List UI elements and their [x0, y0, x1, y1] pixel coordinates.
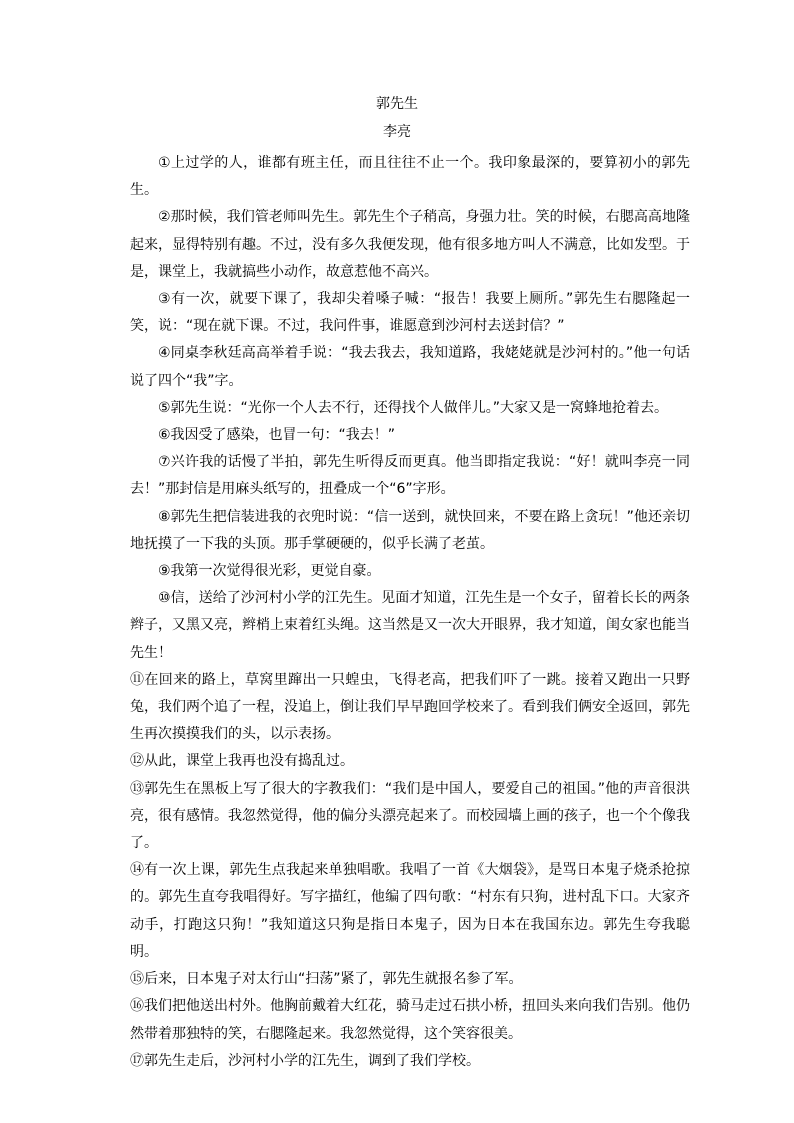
paragraph-13: ⑬郭先生在黑板上写了很大的字教我们：“我们是中国人，要爱自己的祖国。”他的声音很洪亮，很有感情。我忽然觉得，他的偏分头漂亮起来了。而校园墙上画的孩子，也一个个像我了。 [130, 780, 690, 852]
paragraph-17: ⑰郭先生走后，沙河村小学的江先生，调到了我们学校。 [130, 1052, 480, 1069]
paragraph-12: ⑫从此，课堂上我再也没有捣乱过。 [130, 753, 354, 770]
paragraph-2: ②那时候，我们管老师叫先生。郭先生个子稍高，身强力壮。笑的时候，右腮高高地隆起来，显得特别有趣。不过，没有多久我便发现，他有很多地方叫人不满意，比如发型。于是，课堂上，我就搞些小动作，故意惹他不高兴。 [130, 209, 690, 280]
paragraph-10: ⑩信，送给了沙河村小学的江先生。见面才知道，江先生是一个女子，留着长长的两条辫子，又黑又亮，辫梢上束着红头绳。这当然是又一次大开眼界，我才知道，闺女家也能当先生！ [130, 590, 690, 661]
paragraph-16: ⑯我们把他送出村外。他胸前戴着大红花，骑马走过石拱小桥，扭回头来向我们告别。他仍然带着那独特的笑，右腮隆起来。我忽然觉得，这个笑容很美。 [130, 998, 690, 1042]
paragraph-14: ⑭有一次上课，郭先生点我起来单独唱歌。我唱了一首《大烟袋》，是骂日本鬼子烧杀抢掠的。郭先生直夸我唱得好。写字描红，他编了四句歌：“村东有只狗，进村乱下口。大家齐动手，打跑这只狗！”我知道这只狗是指日本鬼子，因为日本在我国东边。郭先生夸我聪明。 [130, 862, 690, 960]
paragraph-9: ⑨我第一次觉得很光彩，更觉自豪。 [158, 563, 381, 580]
paragraph-8: ⑧郭先生把信装进我的衣兜时说：“信一送到，就快回来，不要在路上贪玩！”他还亲切地抚摸了一下我的头顶。那手掌硬硬的，似乎长满了老茧。 [130, 508, 690, 552]
paragraph-15: ⑮后来，日本鬼子对太行山“扫荡”紧了，郭先生就报名参了军。 [130, 971, 523, 988]
document-author: 李亮 [383, 124, 411, 140]
paragraph-7: ⑦兴许我的话慢了半拍，郭先生听得反而更真。他当即指定我说：“好！就叫李亮一同去！”那封信是用麻头纸写的，扭叠成一个“6”字形。 [130, 454, 690, 498]
document-title: 郭先生 [376, 96, 418, 112]
paragraph-1: ①上过学的人，谁都有班主任，而且往往不止一个。我印象最深的，要算初小的郭先生。 [130, 155, 690, 199]
paragraph-3: ③有一次，就要下课了，我却尖着嗓子喊：“报告！我要上厕所。”郭先生右腮隆起一笑，说：“现在就下课。不过，我问件事，谁愿意到沙河村去送封信？” [130, 291, 690, 335]
paragraph-5: ⑤郭先生说：“光你一个人去不行，还得找个人做伴儿。”大家又是一窝蜂地抢着去。 [158, 399, 669, 416]
paragraph-6: ⑥我因受了感染，也冒一句：“我去！” [158, 427, 396, 444]
paragraph-4: ④同桌李秋廷高高举着手说：“我去我去，我知道路，我姥姥就是沙河村的。”他一句话说了四个“我”字。 [130, 345, 690, 389]
paragraph-11: ⑪在回来的路上，草窝里蹿出一只蝗虫，飞得老高，把我们吓了一跳。接着又跑出一只野兔，我们两个追了一程，没追上，倒让我们早早跑回学校来了。看到我们俩安全返回，郭先生再次摸摸我们的头，以示表扬。 [130, 671, 690, 743]
document-body [130, 150, 690, 1075]
